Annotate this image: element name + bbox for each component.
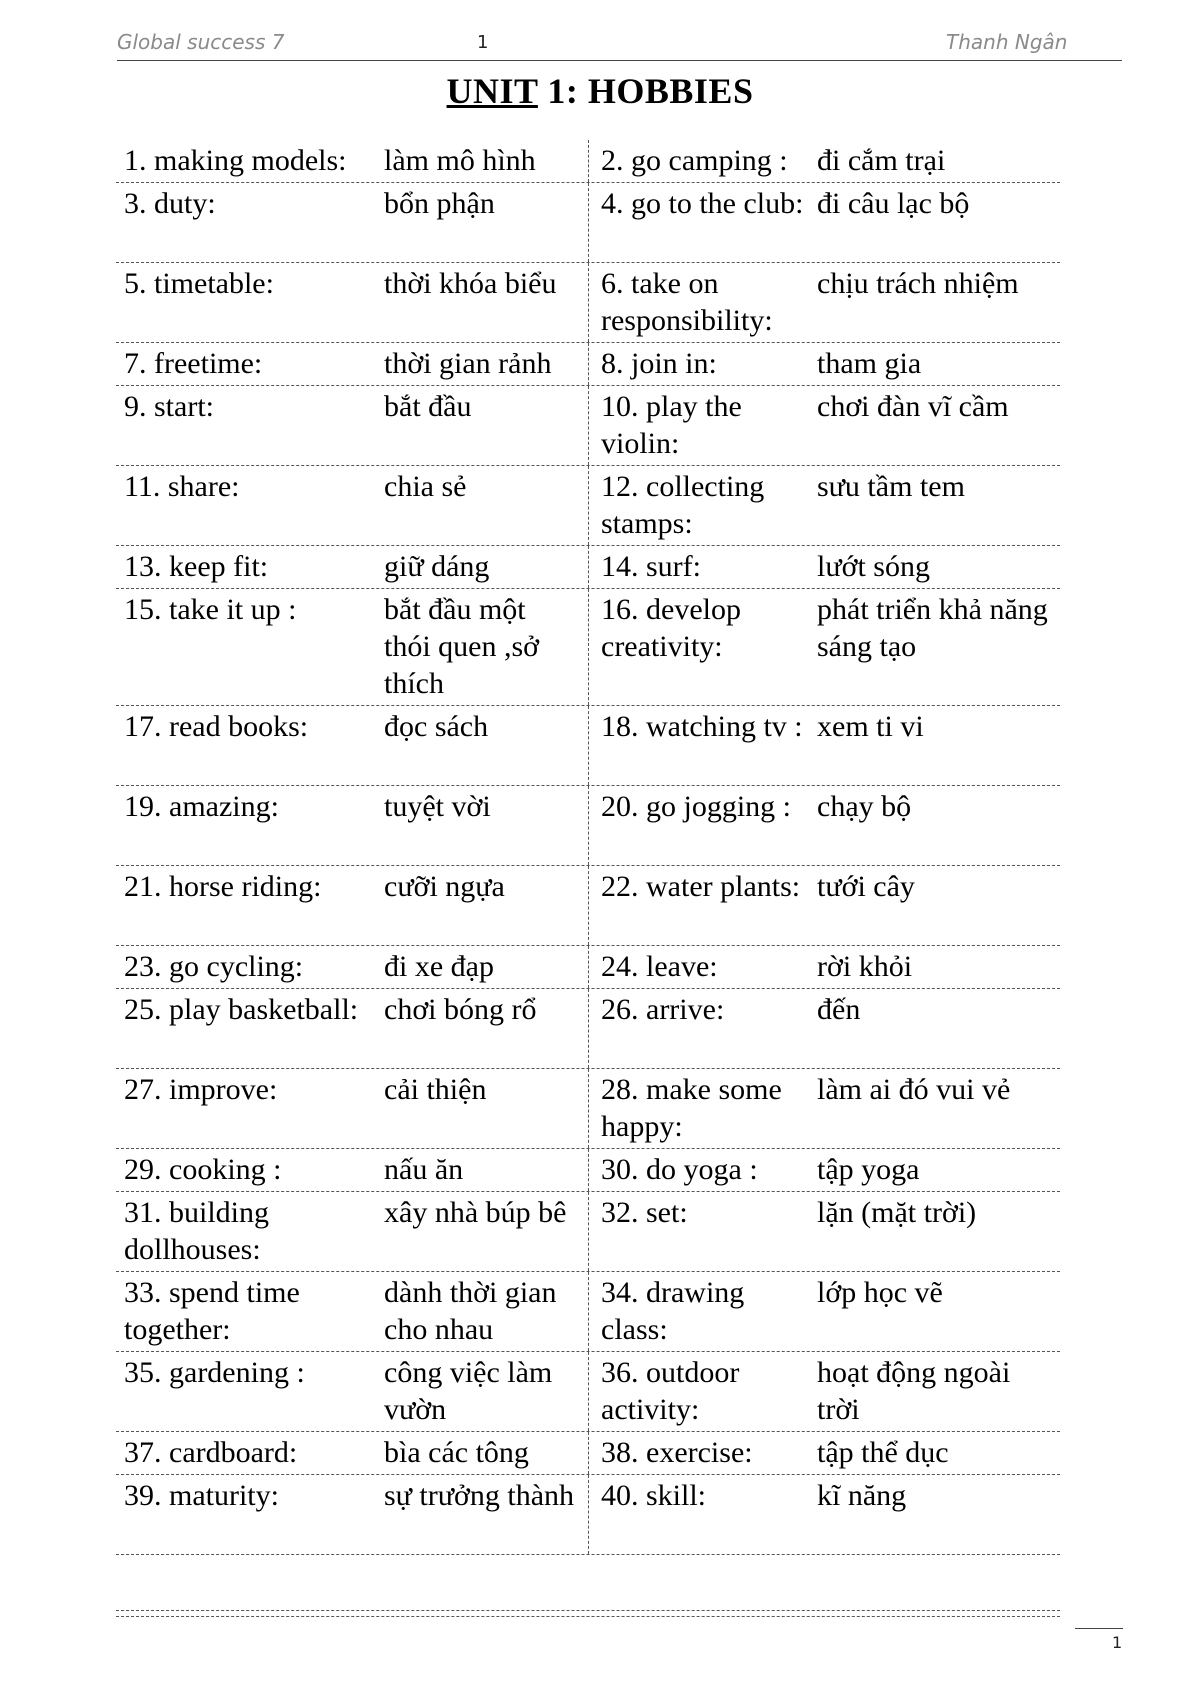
- vocab-meaning: tham gia: [817, 347, 922, 380]
- vocab-entry-left: [116, 466, 589, 545]
- vocab-term: 20. go jogging :: [601, 790, 792, 823]
- vocab-entry-left: [116, 1352, 589, 1431]
- header-author: Thanh Ngân: [946, 30, 1068, 54]
- vocab-entry-left: [116, 1475, 589, 1554]
- vocab-term: 2. go camping :: [601, 144, 788, 177]
- vocab-row: [116, 1149, 1060, 1192]
- vocab-row: [116, 1475, 1060, 1555]
- vocab-meaning: đọc sách: [384, 710, 489, 743]
- vocab-meaning: tập yoga: [817, 1153, 920, 1186]
- vocab-meaning: nấu ăn: [384, 1153, 464, 1186]
- vocab-row: [116, 786, 1060, 866]
- vocab-term: 34. drawing class:: [601, 1276, 745, 1346]
- vocab-meaning: tập thể dục: [817, 1436, 949, 1469]
- vocab-term: 37. cardboard:: [124, 1436, 298, 1469]
- vocab-row: [116, 1352, 1060, 1432]
- vocab-entry-left: [116, 786, 589, 865]
- vocab-meaning: lướt sóng: [817, 550, 930, 583]
- vocab-entry-right: [589, 786, 1061, 865]
- header-rule: [117, 60, 1122, 61]
- vocab-entry-right: [589, 1475, 1061, 1554]
- vocab-row: [116, 183, 1060, 263]
- footer-rule: [1075, 1628, 1123, 1629]
- title-rest: 1: HOBBIES: [537, 71, 754, 111]
- vocab-term: 18. watching tv :: [601, 710, 803, 743]
- footer-page-number: 1: [1112, 1633, 1123, 1652]
- vocab-term: 28. make some happy:: [601, 1073, 782, 1143]
- table-bottom-rule-2: [116, 1616, 1060, 1617]
- vocab-entry-left: [116, 343, 589, 385]
- vocab-term: 32. set:: [601, 1196, 688, 1229]
- vocab-entry-right: [589, 466, 1061, 545]
- vocab-meaning: sưu tầm tem: [817, 470, 965, 503]
- vocab-term: 19. amazing:: [124, 790, 279, 823]
- vocab-row: [116, 263, 1060, 343]
- header-page-number: 1: [477, 32, 489, 53]
- vocab-entry-right: [589, 1149, 1061, 1191]
- vocab-term: 17. read books:: [124, 710, 309, 743]
- vocab-term: 40. skill:: [601, 1479, 707, 1512]
- vocab-meaning: bìa các tông: [384, 1436, 529, 1469]
- vocab-meaning: chạy bộ: [817, 790, 912, 823]
- vocab-term: 8. join in:: [601, 347, 717, 380]
- vocab-meaning: thời khóa biểu: [384, 267, 557, 300]
- vocab-term: 9. start:: [124, 390, 214, 423]
- vocab-row: [116, 989, 1060, 1069]
- header-left: Global success 7: [117, 30, 285, 54]
- vocab-term: 7. freetime:: [124, 347, 263, 380]
- vocab-entry-left: [116, 183, 589, 262]
- vocab-row: [116, 1192, 1060, 1272]
- vocab-term: 29. cooking :: [124, 1153, 282, 1186]
- vocab-term: 35. gardening :: [124, 1356, 305, 1389]
- vocab-row: [116, 1272, 1060, 1352]
- vocab-meaning: tưới cây: [817, 870, 915, 903]
- vocab-term: 31. building dollhouses:: [124, 1196, 270, 1266]
- vocab-entry-right: [589, 706, 1061, 785]
- vocab-meaning: phát triển khả năng sáng tạo: [817, 593, 1048, 663]
- vocab-row: [116, 466, 1060, 546]
- vocab-entry-left: [116, 989, 589, 1068]
- vocab-term: 38. exercise:: [601, 1436, 753, 1469]
- vocab-entry-left: [116, 1149, 589, 1191]
- vocab-term: 10. play the violin:: [601, 390, 742, 460]
- vocab-meaning: chia sẻ: [384, 470, 467, 503]
- vocab-entry-right: [589, 946, 1061, 988]
- vocab-term: 30. do yoga :: [601, 1153, 758, 1186]
- vocab-entry-left: [116, 140, 589, 182]
- vocab-term: 33. spend time together:: [124, 1276, 300, 1346]
- vocab-meaning: công việc làm vườn: [384, 1356, 553, 1426]
- vocab-table: [116, 140, 1060, 1555]
- vocab-meaning: dành thời gian cho nhau: [384, 1276, 557, 1346]
- vocab-meaning: sự trưởng thành: [384, 1479, 575, 1512]
- vocab-row: [116, 589, 1060, 706]
- vocab-term: 14. surf:: [601, 550, 701, 583]
- vocab-entry-right: [589, 546, 1061, 588]
- vocab-entry-left: [116, 946, 589, 988]
- vocab-entry-right: [589, 989, 1061, 1068]
- vocab-meaning: cưỡi ngựa: [384, 870, 505, 903]
- vocab-entry-right: [589, 589, 1061, 705]
- vocab-meaning: kĩ năng: [817, 1479, 907, 1512]
- vocab-entry-right: [589, 183, 1061, 262]
- vocab-meaning: cải thiện: [384, 1073, 487, 1106]
- vocab-entry-right: [589, 1432, 1061, 1474]
- vocab-row: [116, 140, 1060, 183]
- vocab-term: 16. develop creativity:: [601, 593, 741, 663]
- vocab-meaning: giữ dáng: [384, 550, 490, 583]
- vocab-entry-right: [589, 1272, 1061, 1351]
- vocab-row: [116, 706, 1060, 786]
- vocab-meaning: tuyệt vời: [384, 790, 491, 823]
- vocab-term: 12. collecting stamps:: [601, 470, 765, 540]
- vocab-row: [116, 866, 1060, 946]
- vocab-meaning: đến: [817, 993, 861, 1026]
- vocab-meaning: lớp học vẽ: [817, 1276, 943, 1309]
- vocab-meaning: làm ai đó vui vẻ: [817, 1073, 1011, 1106]
- vocab-term: 15. take it up :: [124, 593, 297, 626]
- vocab-meaning: làm mô hình: [384, 144, 536, 177]
- vocab-entry-right: [589, 1352, 1061, 1431]
- vocab-meaning: chơi bóng rổ: [384, 993, 537, 1026]
- vocab-entry-right: [589, 386, 1061, 465]
- vocab-meaning: chịu trách nhiệm: [817, 267, 1019, 300]
- table-bottom-rule: [116, 1610, 1060, 1611]
- vocab-entry-right: [589, 263, 1061, 342]
- vocab-meaning: xem ti vi: [817, 710, 924, 743]
- vocab-entry-left: [116, 1432, 589, 1474]
- vocab-term: 25. play basketball:: [124, 993, 359, 1026]
- vocab-entry-left: [116, 1069, 589, 1148]
- vocab-entry-left: [116, 589, 589, 705]
- vocab-term: 22. water plants:: [601, 870, 801, 903]
- vocab-term: 11. share:: [124, 470, 240, 503]
- vocab-entry-right: [589, 866, 1061, 945]
- vocab-term: 13. keep fit:: [124, 550, 269, 583]
- vocab-term: 6. take on responsibility:: [601, 267, 773, 337]
- vocab-row: [116, 343, 1060, 386]
- vocab-meaning: rời khỏi: [817, 950, 913, 983]
- vocab-meaning: chơi đàn vĩ cầm: [817, 390, 1009, 423]
- vocab-term: 21. horse riding:: [124, 870, 322, 903]
- vocab-entry-left: [116, 706, 589, 785]
- vocab-entry-right: [589, 343, 1061, 385]
- vocab-entry-left: [116, 546, 589, 588]
- vocab-entry-left: [116, 866, 589, 945]
- vocab-entry-right: [589, 1069, 1061, 1148]
- vocab-meaning: thời gian rảnh: [384, 347, 552, 380]
- vocab-term: 5. timetable:: [124, 267, 274, 300]
- vocab-row: [116, 546, 1060, 589]
- vocab-entry-right: [589, 140, 1061, 182]
- vocab-entry-left: [116, 1192, 589, 1271]
- vocab-term: 1. making models:: [124, 144, 347, 177]
- vocab-meaning: bắt đầu một thói quen ,sở thích: [384, 593, 540, 700]
- vocab-term: 36. outdoor activity:: [601, 1356, 740, 1426]
- vocab-term: 4. go to the club:: [601, 187, 804, 220]
- vocab-meaning: đi cắm trại: [817, 144, 946, 177]
- vocab-term: 3. duty:: [124, 187, 216, 220]
- vocab-meaning: đi xe đạp: [384, 950, 494, 983]
- vocab-meaning: đi câu lạc bộ: [817, 187, 970, 220]
- vocab-term: 26. arrive:: [601, 993, 725, 1026]
- vocab-meaning: bắt đầu: [384, 390, 472, 423]
- vocab-meaning: bổn phận: [384, 187, 495, 220]
- vocab-entry-right: [589, 1192, 1061, 1271]
- vocab-row: [116, 946, 1060, 989]
- title-underlined: UNIT: [446, 71, 538, 111]
- vocab-row: [116, 386, 1060, 466]
- page-title: [0, 70, 1200, 112]
- vocab-term: 23. go cycling:: [124, 950, 304, 983]
- vocab-term: 24. leave:: [601, 950, 718, 983]
- vocab-entry-left: [116, 1272, 589, 1351]
- vocab-row: [116, 1432, 1060, 1475]
- vocab-meaning: xây nhà búp bê: [384, 1196, 567, 1229]
- vocab-term: 39. maturity:: [124, 1479, 279, 1512]
- vocab-entry-left: [116, 263, 589, 342]
- vocab-entry-left: [116, 386, 589, 465]
- vocab-row: [116, 1069, 1060, 1149]
- vocab-meaning: lặn (mặt trời): [817, 1196, 977, 1229]
- vocab-term: 27. improve:: [124, 1073, 278, 1106]
- vocab-meaning: hoạt động ngoài trời: [817, 1356, 1011, 1426]
